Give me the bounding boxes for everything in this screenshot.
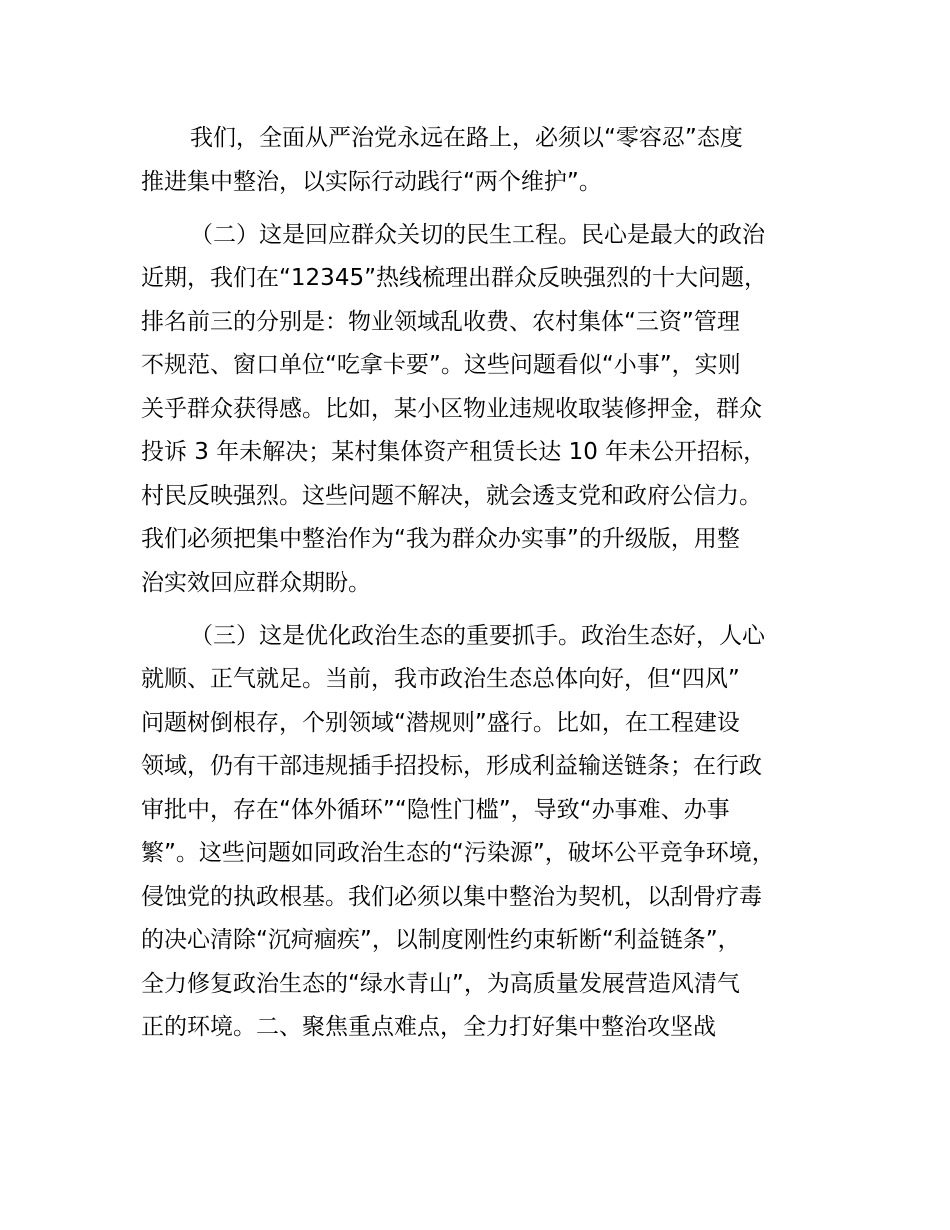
text-line: 问题树倒根存，个别领域“潜规则”盛行。比如，在工程建设 <box>141 710 740 736</box>
text-line: 治实效回应群众期盼。 <box>141 570 371 596</box>
text-line: （二）这是回应群众关切的民生工程。民心是最大的政治 <box>190 222 765 248</box>
text-line: 我们必须把集中整治作为“我为群众办实事”的升级版，用整 <box>141 526 740 552</box>
text-line: 我们，全面从严治党永远在路上，必须以“零容忍”态度 <box>190 125 743 151</box>
text-line: 繁”。这些问题如同政治生态的“污染源”，破坏公平竞争环境， <box>141 840 775 866</box>
text-line: 领域，仍有干部违规插手招投标，形成利益输送链条；在行政 <box>141 753 762 779</box>
text-line: 的决心清除“沉疴痼疾”，以制度刚性约束斩断“利益链条”， <box>141 927 741 953</box>
text-line: 审批中，存在“体外循环”“隐性门槛”，导致“办事难、办事 <box>141 797 730 823</box>
text-line: 投诉 3 年未解决；某村集体资产租赁长达 10 年未公开招标， <box>141 439 767 465</box>
text-line: 不规范、窗口单位“吃拿卡要”。这些问题看似“小事”，实则 <box>141 352 741 378</box>
text-line: 关乎群众获得感。比如，某小区物业违规收取装修押金，群众 <box>141 396 762 422</box>
text-line: （三）这是优化政治生态的重要抓手。政治生态好，人心 <box>190 623 765 649</box>
text-line: 侵蚀党的执政根基。我们必须以集中整治为契机，以刮骨疗毒 <box>141 884 762 910</box>
text-line: 推进集中整治，以实际行动践行“两个维护”。 <box>141 169 602 195</box>
text-line: 排名前三的分别是：物业领域乱收费、农村集体“三资”管理 <box>141 309 740 335</box>
text-line: 近期，我们在“12345”热线梳理出群众反映强烈的十大问题， <box>141 265 767 291</box>
text-line: 正的环境。二、聚焦重点难点，全力打好集中整治攻坚战 <box>141 1014 716 1040</box>
text-line: 就顺、正气就足。当前，我市政治生态总体向好，但“四风” <box>141 666 740 692</box>
text-line: 村民反映强烈。这些问题不解决，就会透支党和政府公信力。 <box>141 483 762 509</box>
text-line: 全力修复政治生态的“绿水青山”，为高质量发展营造风清气 <box>141 971 740 997</box>
